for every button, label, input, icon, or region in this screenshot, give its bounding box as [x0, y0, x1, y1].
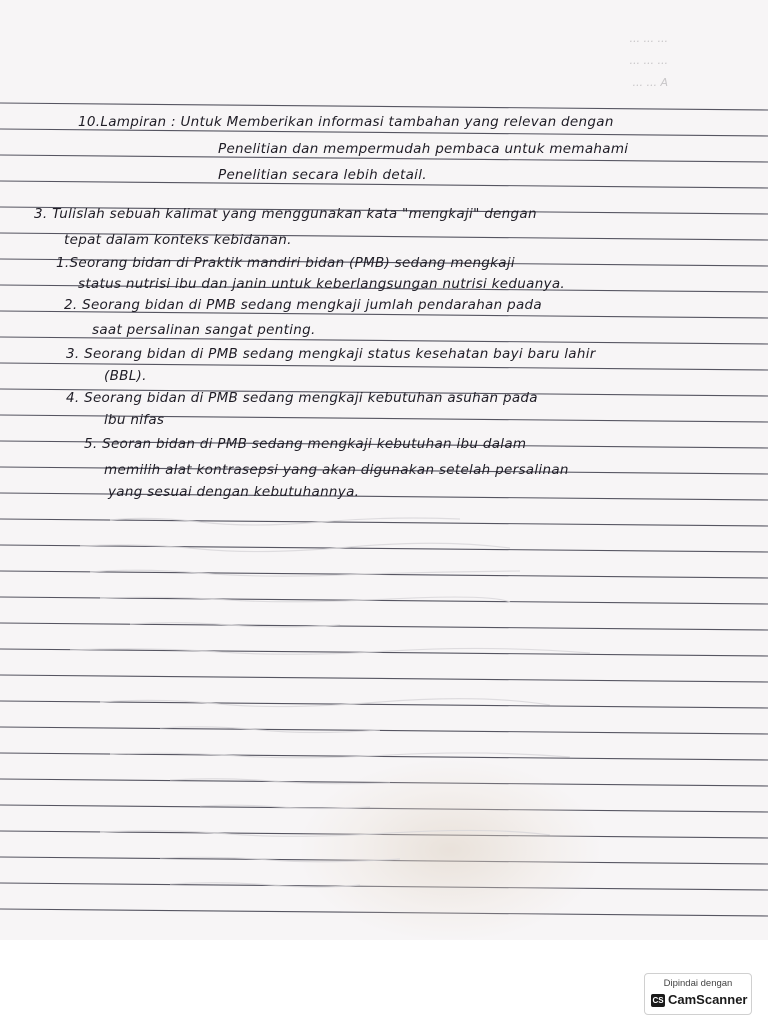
corner-note: ... ... ... [629, 54, 668, 67]
text-line: 5. Seoran bidan di PMB sedang mengkaji kebutuhan ibu dalam [84, 436, 527, 452]
text-line: Penelitian secara lebih detail. [218, 167, 427, 183]
text-line: 2. Seorang bidan di PMB sedang mengkaji jumlah pendarahan pada [64, 297, 542, 313]
text-line: 3. Tulislah sebuah kalimat yang menggunakan kata "mengkaji" dengan [34, 206, 537, 222]
text-line: status nutrisi ibu dan janin untuk keberlangsungan nutrisi keduanya. [78, 276, 566, 292]
text-line: (BBL). [104, 368, 147, 384]
text-line: memilih alat kontrasepsi yang akan digunakan setelah persalinan [104, 462, 569, 478]
badge-brand: CamScanner [668, 992, 748, 1007]
text-line: 3. Seorang bidan di PMB sedang mengkaji status kesehatan bayi baru lahir [66, 346, 596, 362]
badge-caption: Dipindai dengan [663, 978, 733, 989]
text-line: ibu nifas [104, 412, 165, 428]
text-line: tepat dalam konteks kebidanan. [64, 232, 292, 248]
camscanner-badge [644, 973, 752, 1015]
text-line: yang sesuai dengan kebutuhannya. [108, 484, 360, 500]
corner-note: ... ... A [632, 76, 668, 89]
corner-note: ... ... ... [629, 32, 668, 45]
text-line: 1.Seorang bidan di Praktik mandiri bidan (PMB) sedang mengkaji [56, 255, 515, 271]
text-line: Penelitian dan mempermudah pembaca untuk memahami [218, 141, 629, 157]
text-line: 10.Lampiran : Untuk Memberikan informasi tambahan yang relevan dengan [78, 114, 614, 130]
text-line: saat persalinan sangat penting. [92, 322, 316, 338]
camscanner-logo-icon: CS [652, 996, 664, 1005]
text-line: 4. Seorang bidan di PMB sedang mengkaji kebutuhan asuhan pada [66, 390, 538, 406]
